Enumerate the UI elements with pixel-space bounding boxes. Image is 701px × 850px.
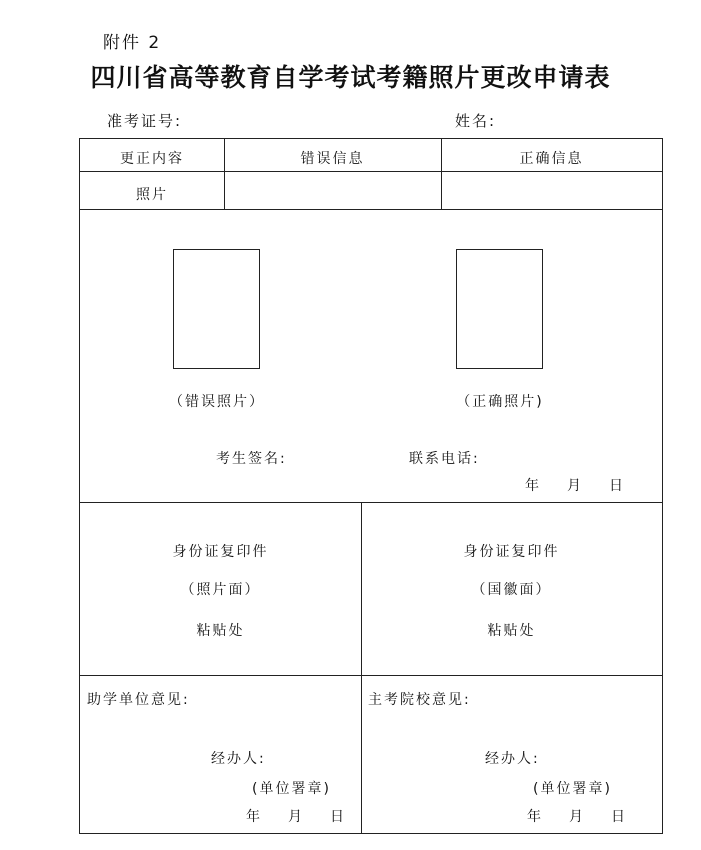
id-front-line3: 粘贴处 xyxy=(196,623,245,639)
exam-school-seal: (单位署章) xyxy=(533,781,612,797)
col-header-correct: 正确信息 xyxy=(519,151,584,167)
col-header-content: 更正内容 xyxy=(120,151,184,167)
date-day: 日 xyxy=(611,809,627,825)
assist-unit-date xyxy=(246,806,346,826)
date-year: 年 xyxy=(525,478,541,494)
id-front-line2: （照片面） xyxy=(180,582,261,598)
row-label-photo: 照片 xyxy=(136,187,168,203)
applicant-date xyxy=(525,475,625,495)
row-divider xyxy=(80,171,662,172)
wrong-photo-caption: （错误照片） xyxy=(169,394,265,410)
form-title: 四川省高等教育自学考试考籍照片更改申请表 xyxy=(90,63,611,92)
date-month: 月 xyxy=(288,809,304,825)
correct-photo-caption: （正确照片) xyxy=(456,394,544,410)
wrong-photo-box[interactable] xyxy=(173,249,260,369)
application-table xyxy=(79,138,663,834)
exam-id-label: 准考证号: xyxy=(107,112,183,130)
assist-unit-handler: 经办人: xyxy=(211,751,266,767)
name-label: 姓名: xyxy=(455,112,497,130)
assist-unit-seal: (单位署章) xyxy=(252,781,331,797)
row-divider xyxy=(80,675,662,676)
assist-unit-opinion-title: 助学单位意见: xyxy=(87,692,190,708)
row-divider xyxy=(80,209,662,210)
date-year: 年 xyxy=(527,809,543,825)
col-header-wrong: 错误信息 xyxy=(300,151,365,167)
date-day: 日 xyxy=(330,809,346,825)
correct-photo-box[interactable] xyxy=(456,249,543,369)
attachment-label: 附件 2 xyxy=(103,33,162,53)
row-divider xyxy=(80,502,662,503)
id-back-line1: 身份证复印件 xyxy=(463,544,560,560)
date-month: 月 xyxy=(569,809,585,825)
exam-school-opinion-title: 主考院校意见: xyxy=(368,692,471,708)
id-back-line3: 粘贴处 xyxy=(487,623,536,639)
date-year: 年 xyxy=(246,809,262,825)
date-day: 日 xyxy=(609,478,625,494)
signature-label: 考生签名: xyxy=(216,451,287,467)
date-month: 月 xyxy=(567,478,583,494)
id-back-line2: （国徽面） xyxy=(471,582,552,598)
id-front-line1: 身份证复印件 xyxy=(172,544,269,560)
exam-school-date xyxy=(527,806,627,826)
phone-label: 联系电话: xyxy=(409,451,480,467)
exam-school-handler: 经办人: xyxy=(485,751,540,767)
